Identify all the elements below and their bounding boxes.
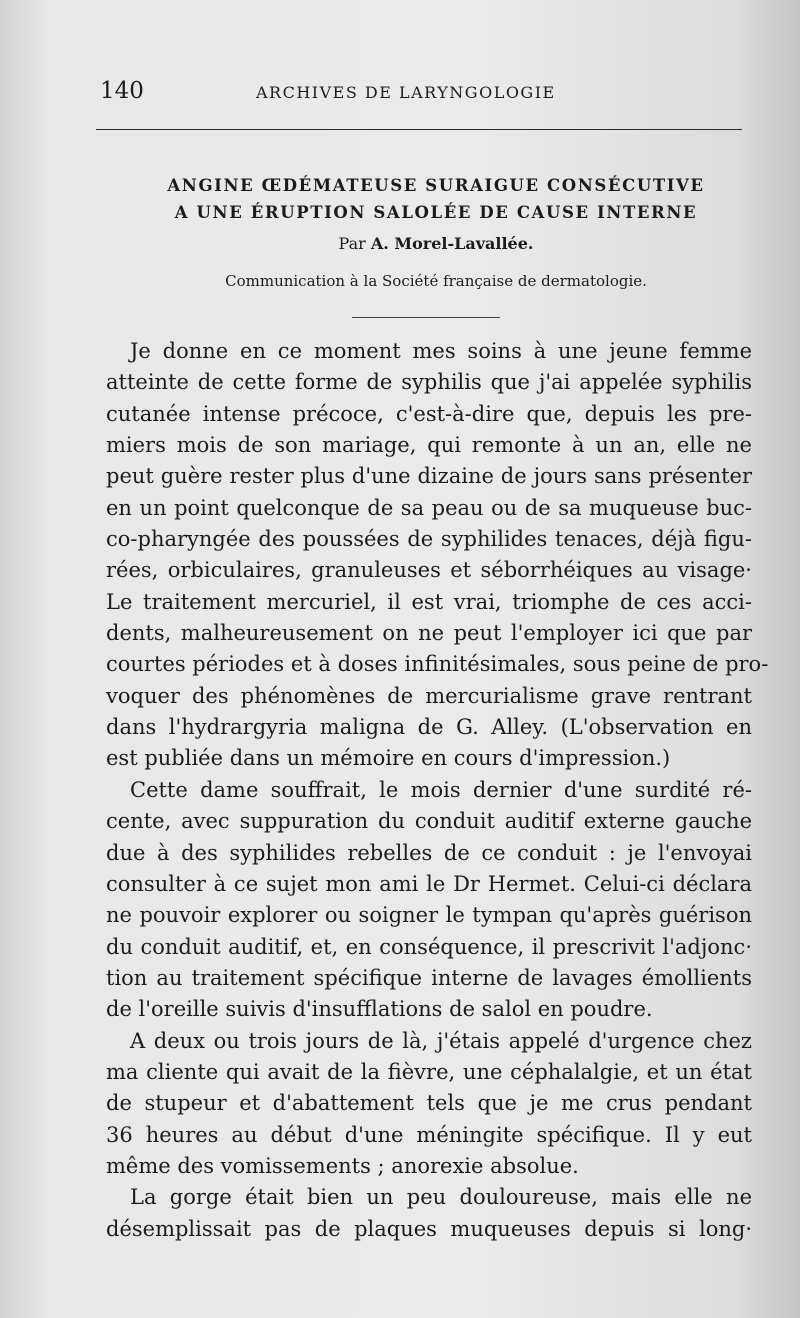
body-line: atteinte de cette forme de syphilis que j'ai appelée syphilis <box>106 370 752 395</box>
body-line: cutanée intense précoce, c'est-à-dire que, depuis les pre- <box>106 401 752 426</box>
running-header <box>96 78 756 114</box>
body-line: consulter à ce sujet mon ami le Dr Hermet. Celui-ci déclara <box>106 871 752 896</box>
body-line: Le traitement mercuriel, il est vrai, triomphe de ces acci- <box>106 589 752 614</box>
body-line: en un point quelconque de sa peau ou de sa muqueuse buc- <box>106 495 752 520</box>
body-line: rées, orbiculaires, granuleuses et séborrhéiques au visage· <box>106 558 752 583</box>
body-line: Cette dame souffrait, le mois dernier d'une surdité ré- <box>130 777 752 802</box>
body-line: due à des syphilides rebelles de ce conduit : je l'envoyai <box>106 840 752 865</box>
body-line: cente, avec suppuration du conduit auditif externe gauche <box>106 809 752 834</box>
body-line: peut guère rester plus d'une dizaine de jours sans présenter <box>106 464 752 489</box>
body-line: du conduit auditif, et, en conséquence, il prescrivit l'adjonc· <box>106 934 752 959</box>
running-title: ARCHIVES DE LARYNGOLOGIE <box>256 83 556 102</box>
byline-prefix: Par <box>338 234 366 253</box>
body-line: de stupeur et d'abattement tels que je me crus pendant <box>106 1091 752 1116</box>
section-divider <box>352 317 500 318</box>
article-title-line-1: ANGINE ŒDÉMATEUSE SURAIGUE CONSÉCUTIVE <box>167 176 705 195</box>
body-line: Je donne en ce moment mes soins à une jeune femme <box>130 339 752 363</box>
body-line: est publiée dans un mémoire en cours d'impression.) <box>106 746 671 771</box>
author-name: A. Morel-Lavallée. <box>370 234 534 253</box>
body-line: de l'oreille suivis d'insufflations de salol en poudre. <box>106 997 653 1022</box>
body-line: A deux ou trois jours de là, j'étais appelé d'urgence chez <box>130 1028 752 1053</box>
body-line: 36 heures au début d'une méningite spécifique. Il y eut <box>106 1122 752 1147</box>
body-line: ne pouvoir explorer ou soigner le tympan qu'après guérison <box>106 903 752 928</box>
byline <box>96 234 776 253</box>
header-rule <box>96 129 742 130</box>
article-title <box>96 172 776 226</box>
body-line: même des vomissements ; anorexie absolue. <box>106 1153 579 1178</box>
body-line: dents, malheureusement on ne peut l'employer ici que par <box>106 621 752 646</box>
body-line: voquer des phénomènes de mercurialisme grave rentrant <box>106 683 752 708</box>
body-line: miers mois de son mariage, qui remonte à un an, elle ne <box>106 433 752 458</box>
body-line: désemplissait pas de plaques muqueuses depuis si long· <box>106 1216 752 1241</box>
page-number: 140 <box>100 78 144 104</box>
body-line: courtes périodes et à doses infinitésimales, sous peine de pro- <box>106 652 769 677</box>
body-line: tion au traitement spécifique interne de lavages émollients <box>106 965 752 990</box>
communication-note: Communication à la Société française de dermatologie. <box>225 272 647 290</box>
article-title-line-2: A UNE ÉRUPTION SALOLÉE DE CAUSE INTERNE <box>174 203 698 222</box>
body-line: ma cliente qui avait de la fièvre, une céphalalgie, et un état <box>106 1059 752 1084</box>
body-line: dans l'hydrargyria maligna de G. Alley. (L'observation en <box>106 715 752 740</box>
article-body <box>106 336 769 1245</box>
body-line: La gorge était bien un peu douloureuse, mais elle ne <box>130 1185 752 1210</box>
body-line: co-pharyngée des poussées de syphilides tenaces, déjà figu- <box>106 527 752 552</box>
